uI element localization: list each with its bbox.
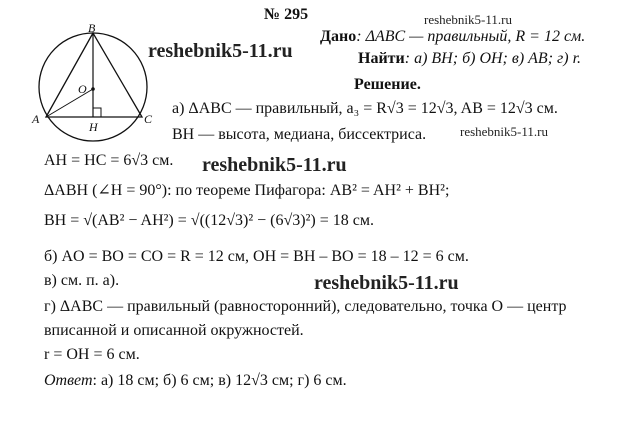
solution-a-line2: BH — высота, медиана, биссектриса. (172, 126, 427, 143)
given-line (320, 28, 585, 46)
label-h: H (89, 120, 98, 134)
watermark: reshebnik5-11.ru (202, 154, 347, 176)
given-label: Дано (320, 28, 357, 45)
solution-c-line: в) см. п. а). (44, 272, 120, 289)
answer-text: : а) 18 см; б) 6 см; в) 12√3 см; г) 6 см. (92, 372, 347, 389)
watermark: reshebnik5-11.ru (460, 124, 548, 139)
label-o: O (78, 82, 87, 96)
find-line (358, 50, 581, 68)
label-a: A (32, 112, 40, 126)
find-text: : а) BH; б) OH; в) AB; г) r. (404, 50, 582, 67)
solution-a-line1: а) ΔABC — правильный, a₃ = R√3 = 12√3, AB = 12√3 см. (172, 100, 558, 117)
solution-d-line2: вписанной и описанной окружностей. (44, 322, 304, 339)
find-label: Найти (358, 50, 405, 67)
solution-a-line4: ΔABH (∠H = 90°): по теореме Пифагора: AB² = AH² + BH²; (44, 182, 450, 199)
solution-b-line: б) AO = BO = CO = R = 12 см, OH = BH – BO = 18 – 12 = 6 см. (44, 248, 469, 265)
watermark: reshebnik5-11.ru (314, 272, 459, 294)
given-text: : ΔABC — правильный, R = 12 см. (356, 28, 586, 45)
label-c: C (144, 112, 153, 126)
answer-label: Ответ (44, 372, 93, 389)
triangle-figure (30, 24, 156, 144)
solution-a-line5: BH = √(AB² − AH²) = √((12√3)² − (6√3)²) = 18 см. (44, 212, 374, 229)
watermark: reshebnik5-11.ru (148, 40, 293, 62)
right-angle-mark (93, 108, 101, 117)
solution-d-line3: r = OH = 6 см. (44, 346, 140, 363)
center-point-o (91, 87, 95, 91)
solution-a-line3: AH = HC = 6√3 см. (44, 152, 174, 169)
solution-title: Решение. (354, 76, 421, 93)
answer-line (44, 372, 347, 390)
watermark: reshebnik5-11.ru (424, 12, 512, 27)
solution-d-line1: г) ΔABC — правильный (равносторонний), следовательно, точка O — центр (44, 298, 567, 315)
label-b: B (88, 24, 96, 35)
problem-number: № 295 (264, 6, 309, 23)
